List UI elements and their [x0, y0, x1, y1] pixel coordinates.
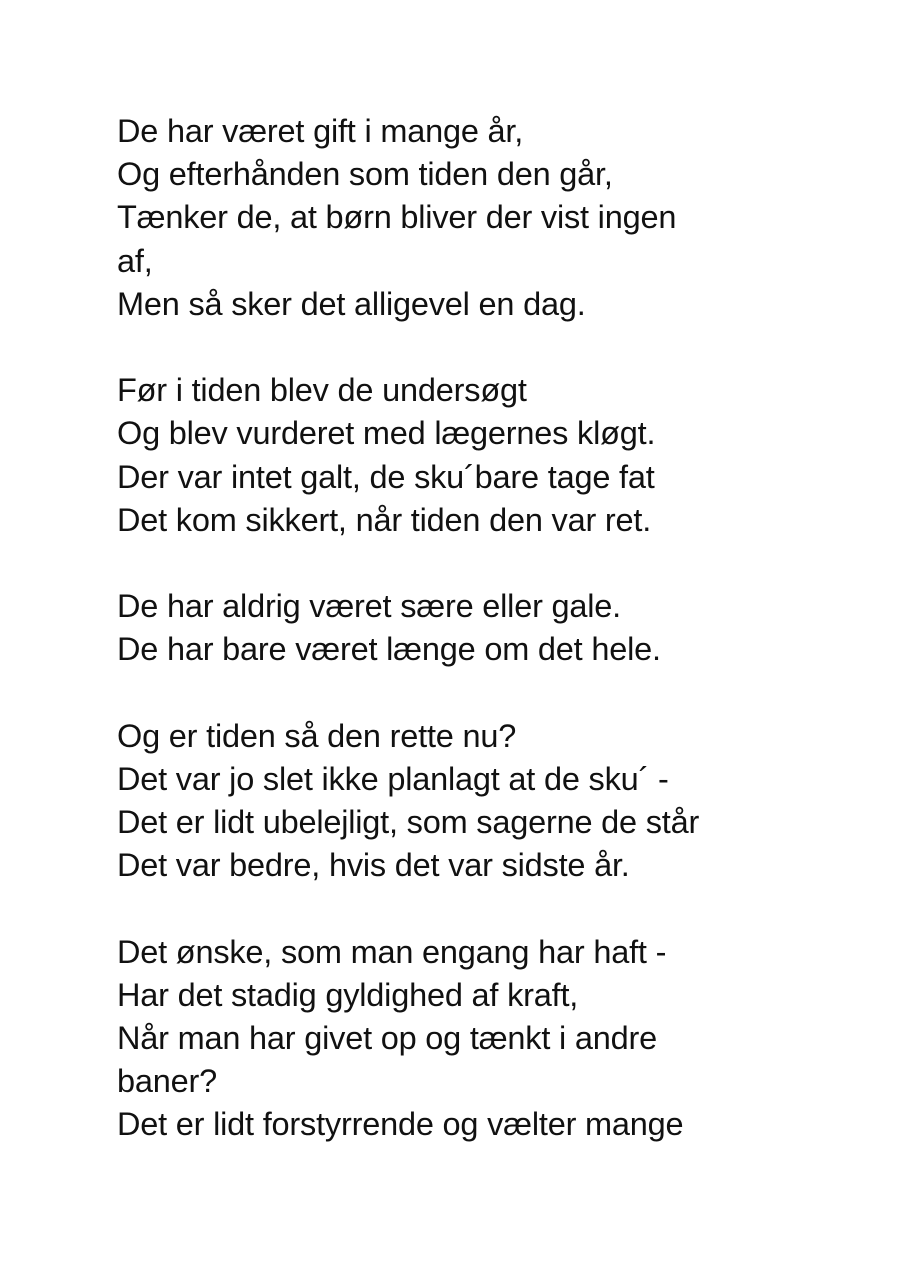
poem-line: Det var jo slet ikke planlagt at de sku´ -: [117, 760, 669, 797]
poem-line: Og er tiden så den rette nu?: [117, 717, 517, 754]
poem-line: Tænker de, at børn bliver der vist ingen: [117, 199, 677, 236]
stanza-spacer: [117, 542, 877, 585]
poem-line: Det er lidt ubelejligt, som sagerne de står: [117, 804, 700, 840]
stanza-spacer: [117, 671, 877, 714]
poem-line: Før i tiden blev de undersøgt: [117, 372, 527, 409]
poem-line: De har bare været længe om det hele.: [117, 631, 661, 668]
poem-line: Men så sker det alligevel en dag.: [117, 285, 586, 322]
poem-line: Der var intet galt, de sku´bare tage fat: [117, 458, 655, 495]
poem-line: Det kom sikkert, når tiden den var ret.: [117, 501, 652, 538]
poem-line: Det er lidt forstyrrende og vælter mange: [117, 1106, 684, 1143]
poem-line: Har det stadig gyldighed af kraft,: [117, 976, 579, 1013]
stanza-spacer: [117, 887, 877, 930]
poem-line: af,: [117, 242, 153, 279]
poem-line: De har været gift i mange år,: [117, 113, 524, 149]
poem-line: Og efterhånden som tiden den går,: [117, 156, 613, 193]
poem-line: De har aldrig været sære eller gale.: [117, 588, 621, 625]
stanza-1: [117, 110, 877, 326]
stanza-2: [117, 369, 877, 542]
poem-line: baner?: [117, 1063, 217, 1100]
poem-line: Når man har givet op og tænkt i andre: [117, 1019, 657, 1056]
stanza-3: [117, 585, 877, 671]
poem-line: Og blev vurderet med lægernes kløgt.: [117, 415, 656, 452]
stanza-5: [117, 931, 877, 1147]
poem-text: [117, 110, 877, 1147]
stanza-spacer: [117, 326, 877, 369]
stanza-4: [117, 715, 877, 888]
poem-line: Det var bedre, hvis det var sidste år.: [117, 847, 630, 884]
poem-line: Det ønske, som man engang har haft -: [117, 933, 667, 970]
